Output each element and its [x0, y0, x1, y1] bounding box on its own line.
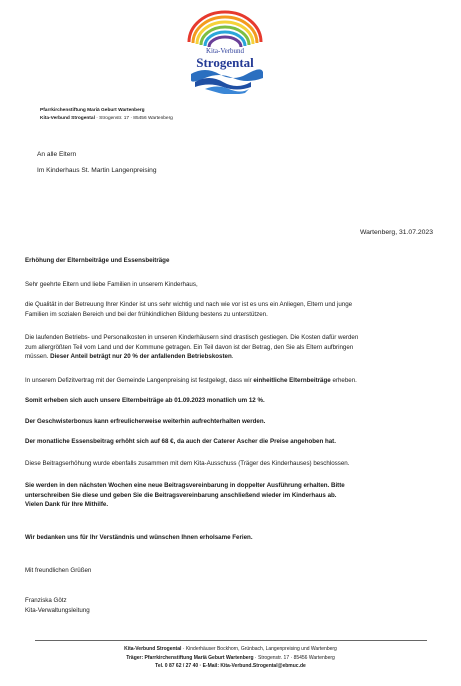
signature [25, 596, 437, 615]
subject-line: Erhöhung der Elternbeiträge und Essensbeiträge [25, 257, 170, 264]
footer-org: Kita-Verbund Strogental [124, 646, 182, 652]
paragraph-2 [25, 333, 437, 362]
signature-role: Kita-Verwaltungsleitung [25, 606, 90, 614]
recipient-address [37, 150, 157, 175]
paragraph-3-emphasis: einheitliche Elternbeiträge [253, 377, 331, 384]
paragraph-9: Wir bedanken uns für Ihr Verständnis und wünschen Ihnen erholsame Ferien. [25, 534, 253, 541]
footer-line-1 [0, 645, 461, 654]
paragraph-2-emphasis: Dieser Anteil beträgt nur 20 % der anfallenden Betriebskosten [50, 353, 232, 361]
logo-subtitle: Kita-Verbund [205, 47, 245, 55]
recipient-line-2: Im Kinderhaus St. Martin Langenpreising [37, 166, 157, 174]
paragraph-1-line-2: Familien im sozialen Bereich und bei der frühkindlichen Bildung bestens zu unterstützen. [25, 310, 268, 318]
paragraph-2-line-2: zum allergrößten Teil vom Land und der Kommune getragen. Ein Teil davon ist der Betrag, den Sie als Eltern aufbringen [25, 343, 354, 351]
recipient-line-1: An alle Eltern [37, 151, 77, 158]
paragraph-8 [25, 481, 437, 510]
paragraph-1-line-1: die Qualität in der Betreuung Ihrer Kinder ist uns sehr wichtig und nach wie vor ist es uns ein Anliegen, Eltern und junge [25, 301, 353, 308]
sender-line-1: Pfarrkirchenstiftung Mariä Geburt Wartenberg [40, 108, 145, 113]
footer-houses: · Kinderhäuser Bockhorn, Grünbach, Langenpreising und Wartenberg [181, 646, 337, 652]
logo-name: Strogental [196, 55, 254, 70]
paragraph-2-text: müssen. [25, 353, 51, 361]
paragraph-3-text: In unserem Defizitvertrag mit der Gemeinde Langenpreising ist festgelegt, dass wir [25, 377, 254, 384]
footer-carrier: Träger: Pfarrkirchenstiftung Mariä Geburt Wartenberg [126, 654, 254, 661]
paragraph-8-line-3: Vielen Dank für Ihre Mithilfe. [25, 501, 109, 509]
paragraph-2-end: . [231, 353, 234, 361]
sender-line-2 [40, 115, 173, 123]
kita-logo [185, 8, 265, 94]
paragraph-1 [25, 300, 437, 319]
paragraph-7: Diese Beitragserhöhung wurde ebenfalls zusammen mit dem Kita-Ausschuss (Träger des Kinderhauses) beschlossen. [25, 460, 350, 467]
paragraph-2-line-1: Die laufenden Betriebs- und Personalkosten in unseren Kinderhäusern sind drastisch gestiegen. Die Kosten dafür werden [25, 334, 359, 341]
paragraph-5: Der Geschwisterbonus kann erfreulicherweise weiterhin aufrechterhalten werden. [25, 418, 266, 425]
paragraph-8-line-2: unterschreiben Sie diese und geben Sie die Beitragsvereinbarung anschließend wieder im Kinderhaus ab. [25, 491, 337, 499]
footer-line-2 [0, 654, 461, 663]
salutation: Sehr geehrte Eltern und liebe Familien in unserem Kinderhaus, [25, 281, 198, 288]
footer-address: · Strogenstr. 17 · 85456 Wartenberg [253, 654, 335, 661]
sender-street: · Strogenstr. 17 · 85456 Wartenberg [94, 116, 173, 121]
footer [0, 645, 461, 671]
paragraph-4: Somit erheben sich auch unsere Elternbeiträge ab 01.09.2023 monatlich um 12 %. [25, 397, 265, 404]
paragraph-6: Der monatliche Essensbeitrag erhöht sich auf 68 €, da auch der Caterer Ascher die Preise angehoben hat. [25, 438, 336, 445]
signature-name: Franziska Götz [25, 597, 67, 604]
closing: Mit freundlichen Grüßen [25, 567, 92, 574]
footer-contact: Tel. 0 87 62 / 27 40 · E-Mail: Kita-Verbund.Strogental@ebmuc.de [155, 663, 306, 669]
sender-address [40, 107, 173, 123]
paragraph-3-end: erheben. [330, 377, 357, 384]
paragraph-3 [25, 376, 437, 386]
letter-date: Wartenberg, 31.07.2023 [359, 229, 433, 236]
paragraph-8-line-1: Sie werden in den nächsten Wochen eine neue Beitragsvereinbarung in doppelter Ausführung erhalten. Bitte [25, 482, 345, 489]
paragraph-2-line-3 [25, 352, 437, 362]
footer-divider [35, 640, 427, 641]
sender-kita-name: Kita-Verbund Strogental [40, 116, 95, 121]
